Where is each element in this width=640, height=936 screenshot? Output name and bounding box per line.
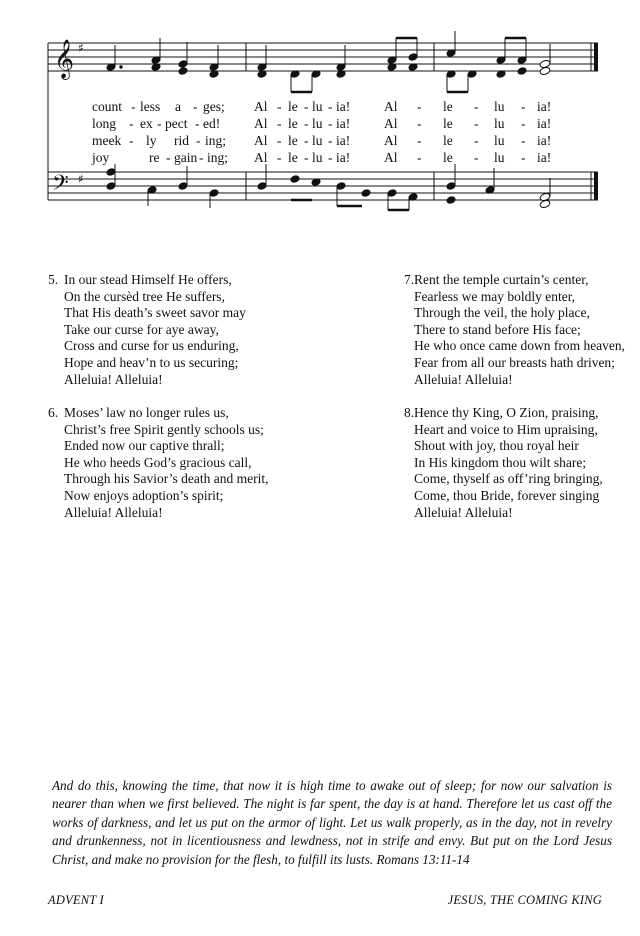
- lyric-syllable: lu: [312, 99, 323, 114]
- lyric-row: [0, 99, 640, 115]
- scripture-quote: [52, 777, 612, 869]
- lyric-syllable: -: [417, 116, 422, 131]
- treble-clef: 𝄞: [54, 39, 75, 79]
- lyric-syllable: Al: [254, 133, 268, 148]
- lyric-syllable: -: [157, 116, 162, 131]
- lyric-syllable: lu: [312, 150, 323, 165]
- lyric-syllable: le: [288, 133, 298, 148]
- lyric-syllable: -: [521, 116, 526, 131]
- treble-staff: [48, 43, 598, 71]
- lyric-syllable: -: [277, 150, 282, 165]
- stanza-line: In His kingdom thou wilt share;: [414, 454, 587, 470]
- stanza-8: [404, 405, 603, 521]
- lyric-syllable: -: [521, 99, 526, 114]
- lyric-syllable: pect: [165, 116, 188, 131]
- lyric-syllable: meek: [92, 133, 122, 148]
- lyric-syllable: Al: [384, 133, 398, 148]
- lyric-syllable: Al: [384, 150, 398, 165]
- key-signature-bass: ♯: [78, 172, 84, 186]
- lyric-syllable: ing;: [207, 150, 229, 165]
- lyric-syllable: -: [199, 150, 204, 165]
- lyric-syllable: Al: [384, 99, 398, 114]
- stanza-line: Through his Savior’s death and merit,: [64, 471, 269, 487]
- lyric-syllable: -: [474, 116, 479, 131]
- footer-right: JESUS, THE COMING KING: [447, 893, 602, 907]
- lyric-syllable: Al: [384, 116, 398, 131]
- stanza-line: Moses’ law no longer rules us,: [64, 405, 229, 420]
- stanza-line: Alleluia! Alleluia!: [64, 371, 163, 387]
- lyric-syllable: ia!: [537, 133, 552, 148]
- lyric-syllable: -: [417, 150, 422, 165]
- stanza-line: Come, thou Bride, forever singing: [414, 487, 600, 503]
- lyric-syllable: ex: [140, 116, 153, 131]
- lyric-syllable: ia!: [336, 116, 351, 131]
- lyric-syllable: ia!: [537, 150, 552, 165]
- lyric-syllable: -: [304, 116, 309, 131]
- lyric-syllable: -: [417, 99, 422, 114]
- stanza-line: He who heeds God’s gracious call,: [64, 454, 252, 470]
- stanza-line: Cross and curse for us enduring,: [64, 338, 239, 354]
- bass-notes: [106, 164, 551, 210]
- stanza-line: Rent the temple curtain’s center,: [414, 272, 589, 287]
- stanza-line: Heart and voice to Him upraising,: [414, 421, 598, 437]
- lyric-syllable: ed!: [203, 116, 221, 131]
- lyric-syllable: gain: [174, 150, 198, 165]
- stanza-6: [48, 405, 269, 521]
- lyric-syllable: ia!: [336, 99, 351, 114]
- lyric-syllable: -: [521, 133, 526, 148]
- lyric-syllable: -: [277, 116, 282, 131]
- stanza-line: Fear from all our breasts hath driven;: [414, 354, 615, 370]
- lyric-syllable: ia!: [537, 116, 552, 131]
- lyric-syllable: lu: [312, 116, 323, 131]
- stanza-line: Fearless we may boldly enter,: [414, 288, 576, 304]
- lyric-syllable: ia!: [537, 99, 552, 114]
- stanza-7: [404, 272, 626, 388]
- stanza-5: [48, 272, 246, 388]
- stanza-line: Ended now our captive thrall;: [64, 438, 225, 454]
- stanza-line: Alleluia! Alleluia!: [414, 504, 513, 520]
- stanza-line: On the cursèd tree He suffers,: [64, 288, 225, 304]
- lyric-syllable: lu: [494, 150, 505, 165]
- lyric-syllable: long: [92, 116, 117, 131]
- footer-left: ADVENT I: [48, 893, 104, 907]
- lyric-syllable: le: [443, 150, 453, 165]
- lyric-syllable: -: [195, 116, 200, 131]
- lyric-syllable: re: [149, 150, 160, 165]
- stanza-line: Hence thy King, O Zion, praising,: [414, 405, 599, 420]
- lyric-syllable: le: [288, 116, 298, 131]
- lyric-syllable: -: [131, 99, 136, 114]
- treble-notes: [106, 31, 551, 92]
- lyric-syllable: -: [328, 116, 333, 131]
- stanza-number: 5.: [48, 272, 59, 287]
- stanza-line: Shout with joy, thou royal heir: [414, 438, 579, 454]
- stanza-line: Christ’s free Spirit gently schools us;: [64, 421, 264, 437]
- lyric-syllable: lu: [312, 133, 323, 148]
- scripture-reference: Romans 13:11-14: [376, 851, 470, 867]
- lyric-syllable: -: [328, 99, 333, 114]
- stanza-line: There to stand before His face;: [414, 321, 581, 337]
- stanza-line: That His death’s sweet savor may: [64, 305, 246, 321]
- lyric-syllable: -: [166, 150, 171, 165]
- stanza-line: Come, thyself as off’ring bringing,: [414, 471, 603, 487]
- lyric-syllable: ia!: [336, 150, 351, 165]
- lyric-syllable: -: [129, 116, 134, 131]
- lyric-syllable: ia!: [336, 133, 351, 148]
- lyric-syllable: -: [521, 150, 526, 165]
- lyric-syllable: -: [129, 133, 134, 148]
- lyric-syllable: ing;: [205, 133, 227, 148]
- stanza-line: Alleluia! Alleluia!: [64, 504, 163, 520]
- stanza-line: Now enjoys adoption’s spirit;: [64, 487, 224, 503]
- lyric-syllable: -: [304, 99, 309, 114]
- lyric-syllable: le: [443, 116, 453, 131]
- lyric-syllable: -: [304, 133, 309, 148]
- lyric-row: [0, 150, 640, 166]
- stanza-line: In our stead Himself He offers,: [64, 272, 232, 287]
- lyric-syllable: ly: [146, 133, 157, 148]
- scripture-text: And do this, knowing the time, that now it is high time to awake out of sleep; for now our salvation is nearer than when we first believed. The night is far spent, the day is at hand. Therefore let us cast off the works of darkness, and let us put on the armor of light. Let us walk properly, as in the day, not in revelry and drunkenness, not in licentiousness and lewdness, not in strife and envy. But put on the Lord Jesus Christ, and make no provision for the flesh, to fulfill its lusts.: [52, 778, 612, 867]
- lyric-syllable: -: [196, 133, 201, 148]
- lyric-syllable: le: [288, 99, 298, 114]
- lyric-syllable: le: [443, 99, 453, 114]
- lyric-syllable: lu: [494, 116, 505, 131]
- bass-staff: [48, 172, 598, 200]
- stanza-line: Through the veil, the holy place,: [414, 305, 590, 321]
- stanza-number: 7.: [404, 272, 415, 287]
- lyric-syllable: -: [474, 99, 479, 114]
- lyric-syllable: -: [193, 99, 198, 114]
- lyric-syllable: -: [277, 133, 282, 148]
- bass-clef: 𝄢: [52, 171, 69, 201]
- lyric-syllable: -: [417, 133, 422, 148]
- stanza-number: 6.: [48, 405, 59, 420]
- stanza-number: 8.: [404, 405, 415, 420]
- lyric-syllable: ges;: [203, 99, 225, 114]
- lyric-row: [0, 133, 640, 149]
- key-signature-treble: ♯: [78, 41, 84, 55]
- stanza-line: Alleluia! Alleluia!: [414, 371, 513, 387]
- lyric-syllable: Al: [254, 150, 268, 165]
- stanza-line: He who once came down from heaven,: [414, 338, 626, 354]
- lyric-syllable: le: [443, 133, 453, 148]
- lyric-syllable: count: [92, 99, 122, 114]
- lyric-syllable: less: [140, 99, 161, 114]
- lyric-syllable: -: [474, 133, 479, 148]
- lyric-syllable: joy: [92, 150, 110, 165]
- stanza-line: Take our curse for aye away,: [64, 321, 219, 337]
- lyric-syllable: -: [277, 99, 282, 114]
- lyric-row: [0, 116, 640, 132]
- lyric-syllable: -: [328, 150, 333, 165]
- lyric-syllable: -: [304, 150, 309, 165]
- lyric-syllable: Al: [254, 99, 268, 114]
- stanza-line: Hope and heav’n to us securing;: [64, 354, 239, 370]
- lyric-syllable: rid: [174, 133, 189, 148]
- lyric-syllable: -: [474, 150, 479, 165]
- lyric-syllable: lu: [494, 99, 505, 114]
- lyric-syllable: a: [175, 99, 181, 114]
- lyric-syllable: -: [328, 133, 333, 148]
- lyric-syllable: Al: [254, 116, 268, 131]
- lyric-syllable: le: [288, 150, 298, 165]
- lyric-syllable: lu: [494, 133, 505, 148]
